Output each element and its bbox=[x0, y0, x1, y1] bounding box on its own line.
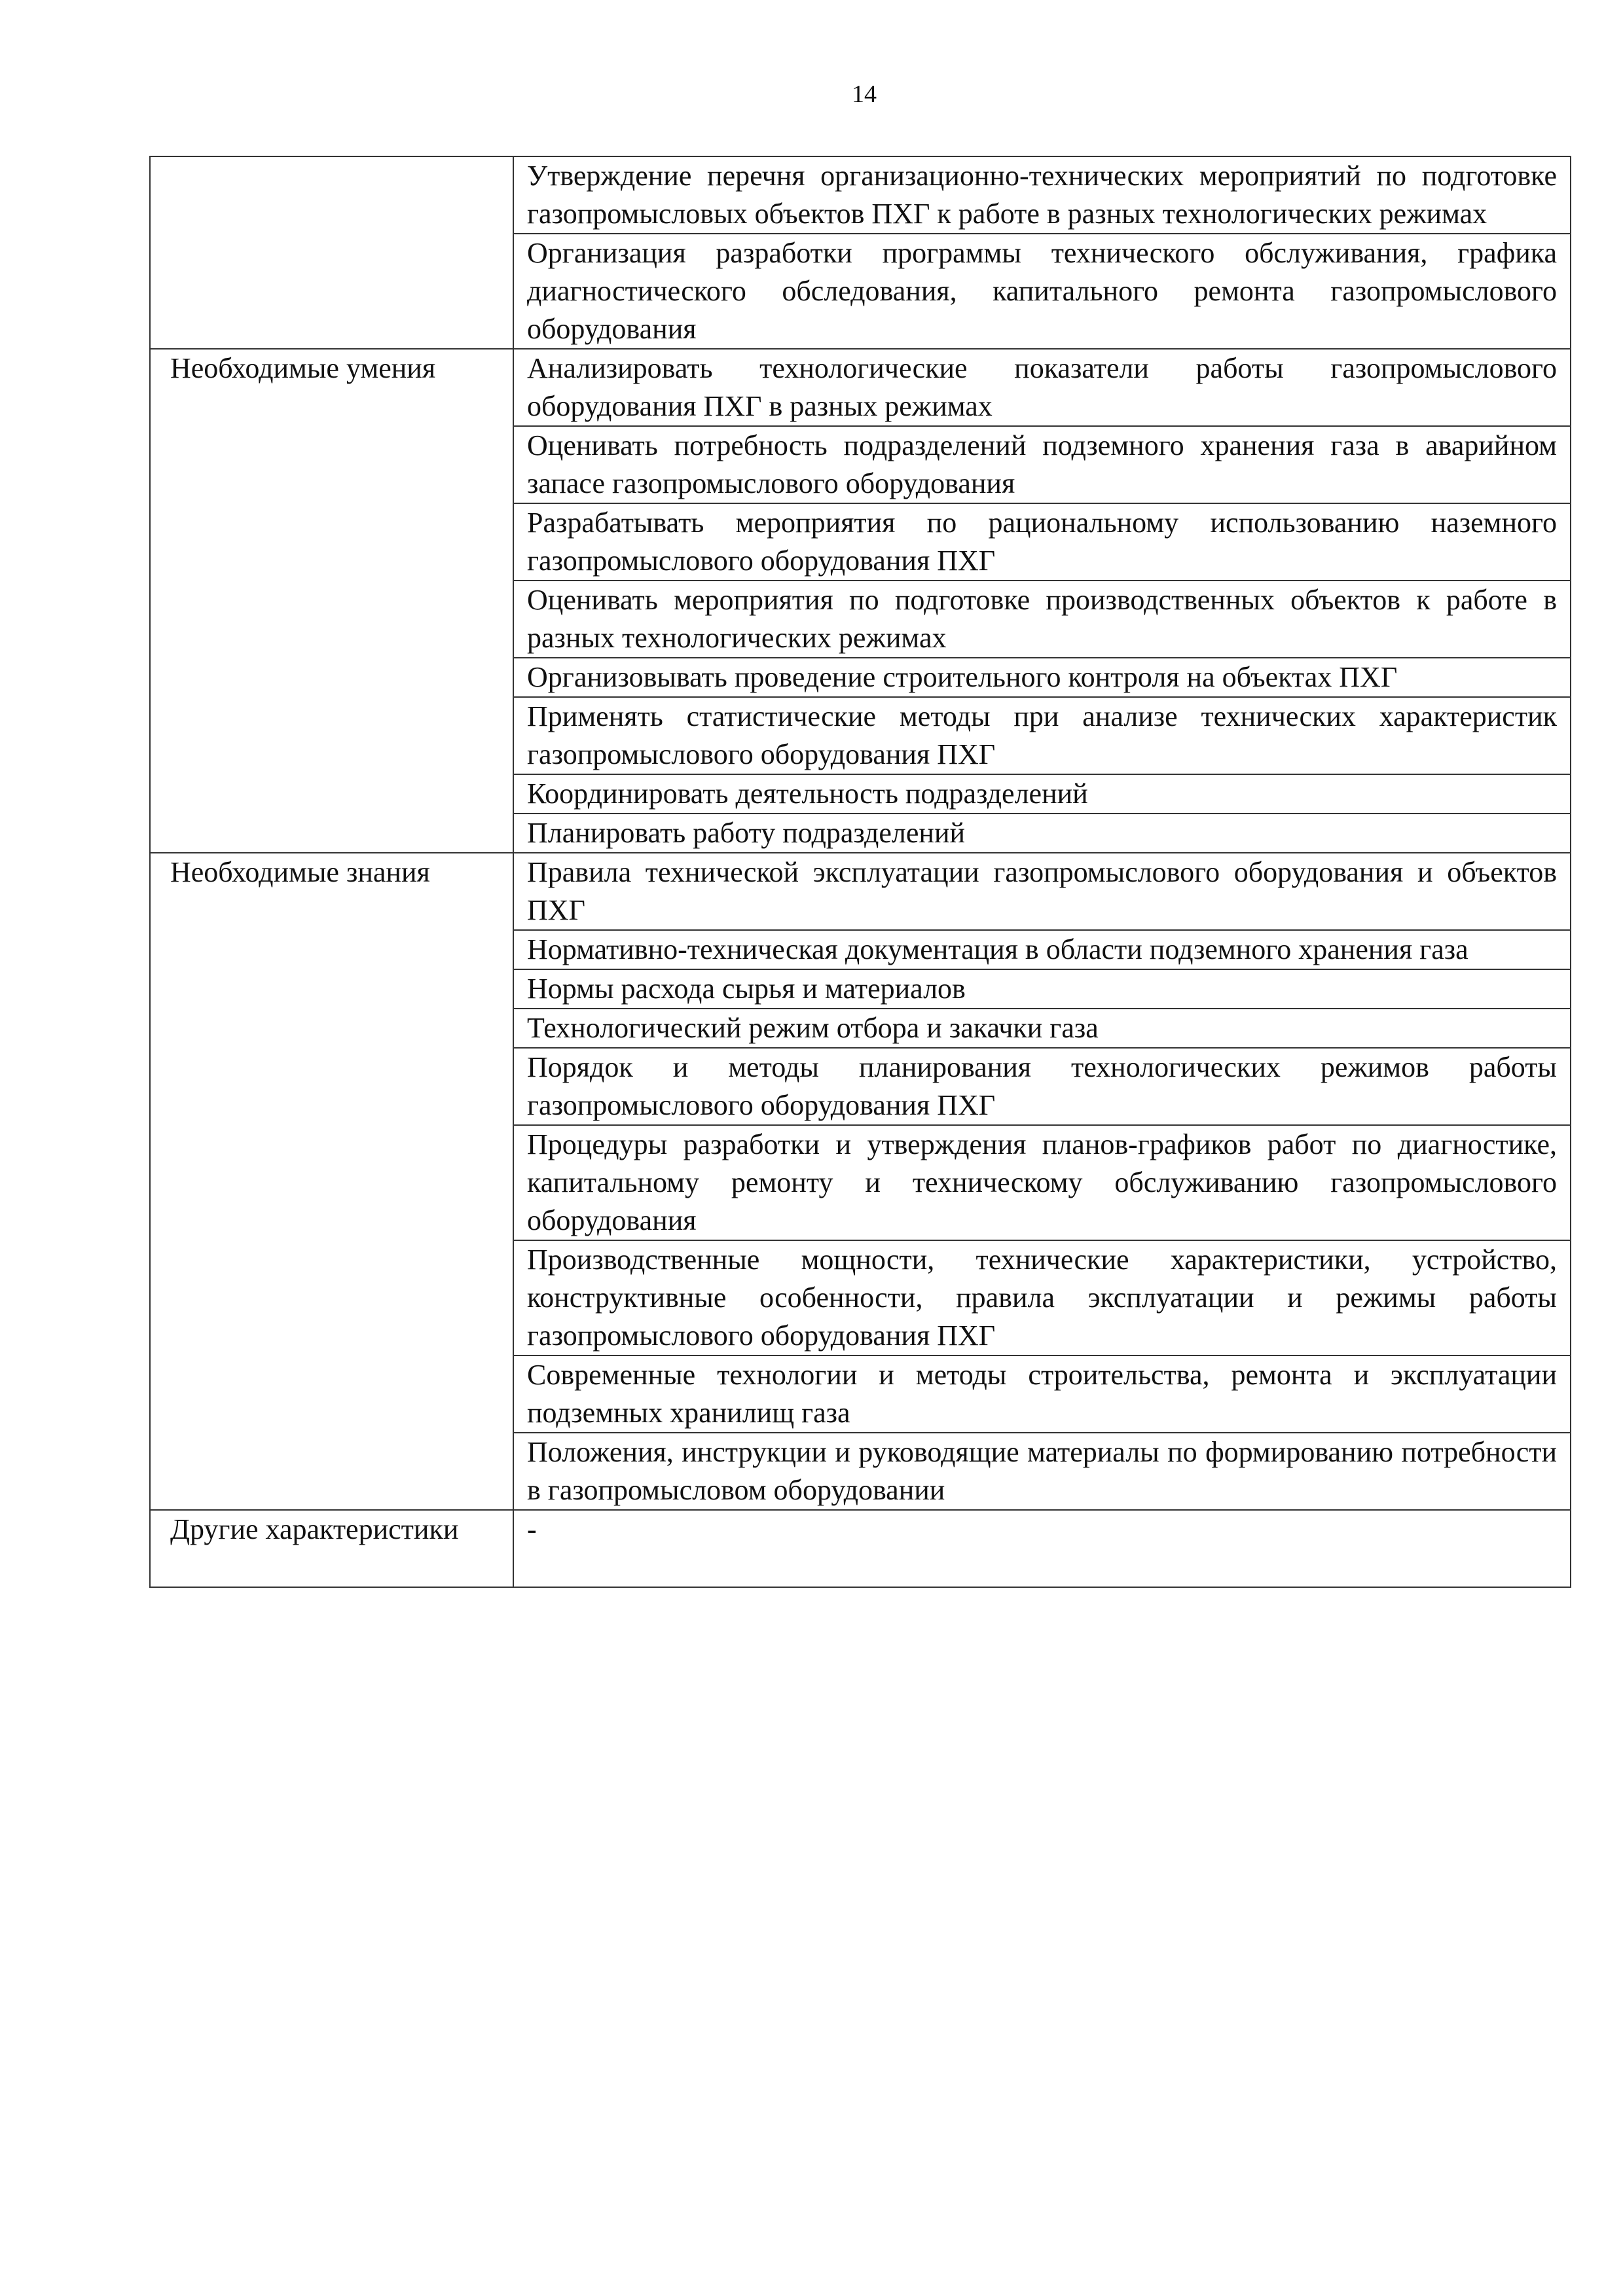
table-cell: Организация разработки программы технического обслуживания, графика диагностического обследования, капитального ремонта газопромыслового оборудования bbox=[513, 234, 1571, 349]
table-cell: Планировать работу подразделений bbox=[513, 814, 1571, 853]
table-cell: Положения, инструкции и руководящие материалы по формированию потребности в газопромысловом оборудовании bbox=[513, 1433, 1571, 1510]
table-cell: Порядок и методы планирования технологических режимов работы газопромыслового оборудования ПХГ bbox=[513, 1048, 1571, 1125]
table-cell: Нормы расхода сырья и материалов bbox=[513, 969, 1571, 1009]
requirements-table bbox=[149, 156, 1571, 1588]
other-label: Другие характеристики bbox=[150, 1510, 513, 1587]
table-cell: Утверждение перечня организационно-технических мероприятий по подготовке газопромысловых объектов ПХГ к работе в разных технологических режимах bbox=[513, 156, 1571, 234]
table-row bbox=[150, 1510, 1571, 1587]
table-cell: Оценивать мероприятия по подготовке производственных объектов к работе в разных технологических режимах bbox=[513, 581, 1571, 658]
table-row bbox=[150, 349, 1571, 426]
table-cell: Разрабатывать мероприятия по рациональному использованию наземного газопромыслового оборудования ПХГ bbox=[513, 503, 1571, 581]
table-cell: Технологический режим отбора и закачки газа bbox=[513, 1009, 1571, 1048]
table-cell: Анализировать технологические показатели работы газопромыслового оборудования ПХГ в разных режимах bbox=[513, 349, 1571, 426]
table-row bbox=[150, 853, 1571, 930]
table-cell: Организовывать проведение строительного контроля на объектах ПХГ bbox=[513, 658, 1571, 697]
other-value: - bbox=[513, 1510, 1571, 1587]
table-cell: Процедуры разработки и утверждения планов-графиков работ по диагностике, капитальному ремонту и техническому обслуживанию газопромыслового оборудования bbox=[513, 1125, 1571, 1240]
skills-label: Необходимые умения bbox=[150, 349, 513, 853]
table-row bbox=[150, 156, 1571, 234]
table-cell: Современные технологии и методы строительства, ремонта и эксплуатации подземных хранилищ газа bbox=[513, 1355, 1571, 1433]
table-cell: Координировать деятельность подразделений bbox=[513, 774, 1571, 814]
empty-label-cell bbox=[150, 156, 513, 349]
knowledge-label: Необходимые знания bbox=[150, 853, 513, 1510]
table-cell: Оценивать потребность подразделений подземного хранения газа в аварийном запасе газопромыслового оборудования bbox=[513, 426, 1571, 503]
table-cell: Применять статистические методы при анализе технических характеристик газопромыслового оборудования ПХГ bbox=[513, 697, 1571, 774]
table-cell: Производственные мощности, технические характеристики, устройство, конструктивные особенности, правила эксплуатации и режимы работы газопромыслового оборудования ПХГ bbox=[513, 1240, 1571, 1355]
page-number: 14 bbox=[852, 81, 877, 108]
table-cell: Правила технической эксплуатации газопромыслового оборудования и объектов ПХГ bbox=[513, 853, 1571, 930]
table-cell: Нормативно-техническая документация в области подземного хранения газа bbox=[513, 930, 1571, 969]
